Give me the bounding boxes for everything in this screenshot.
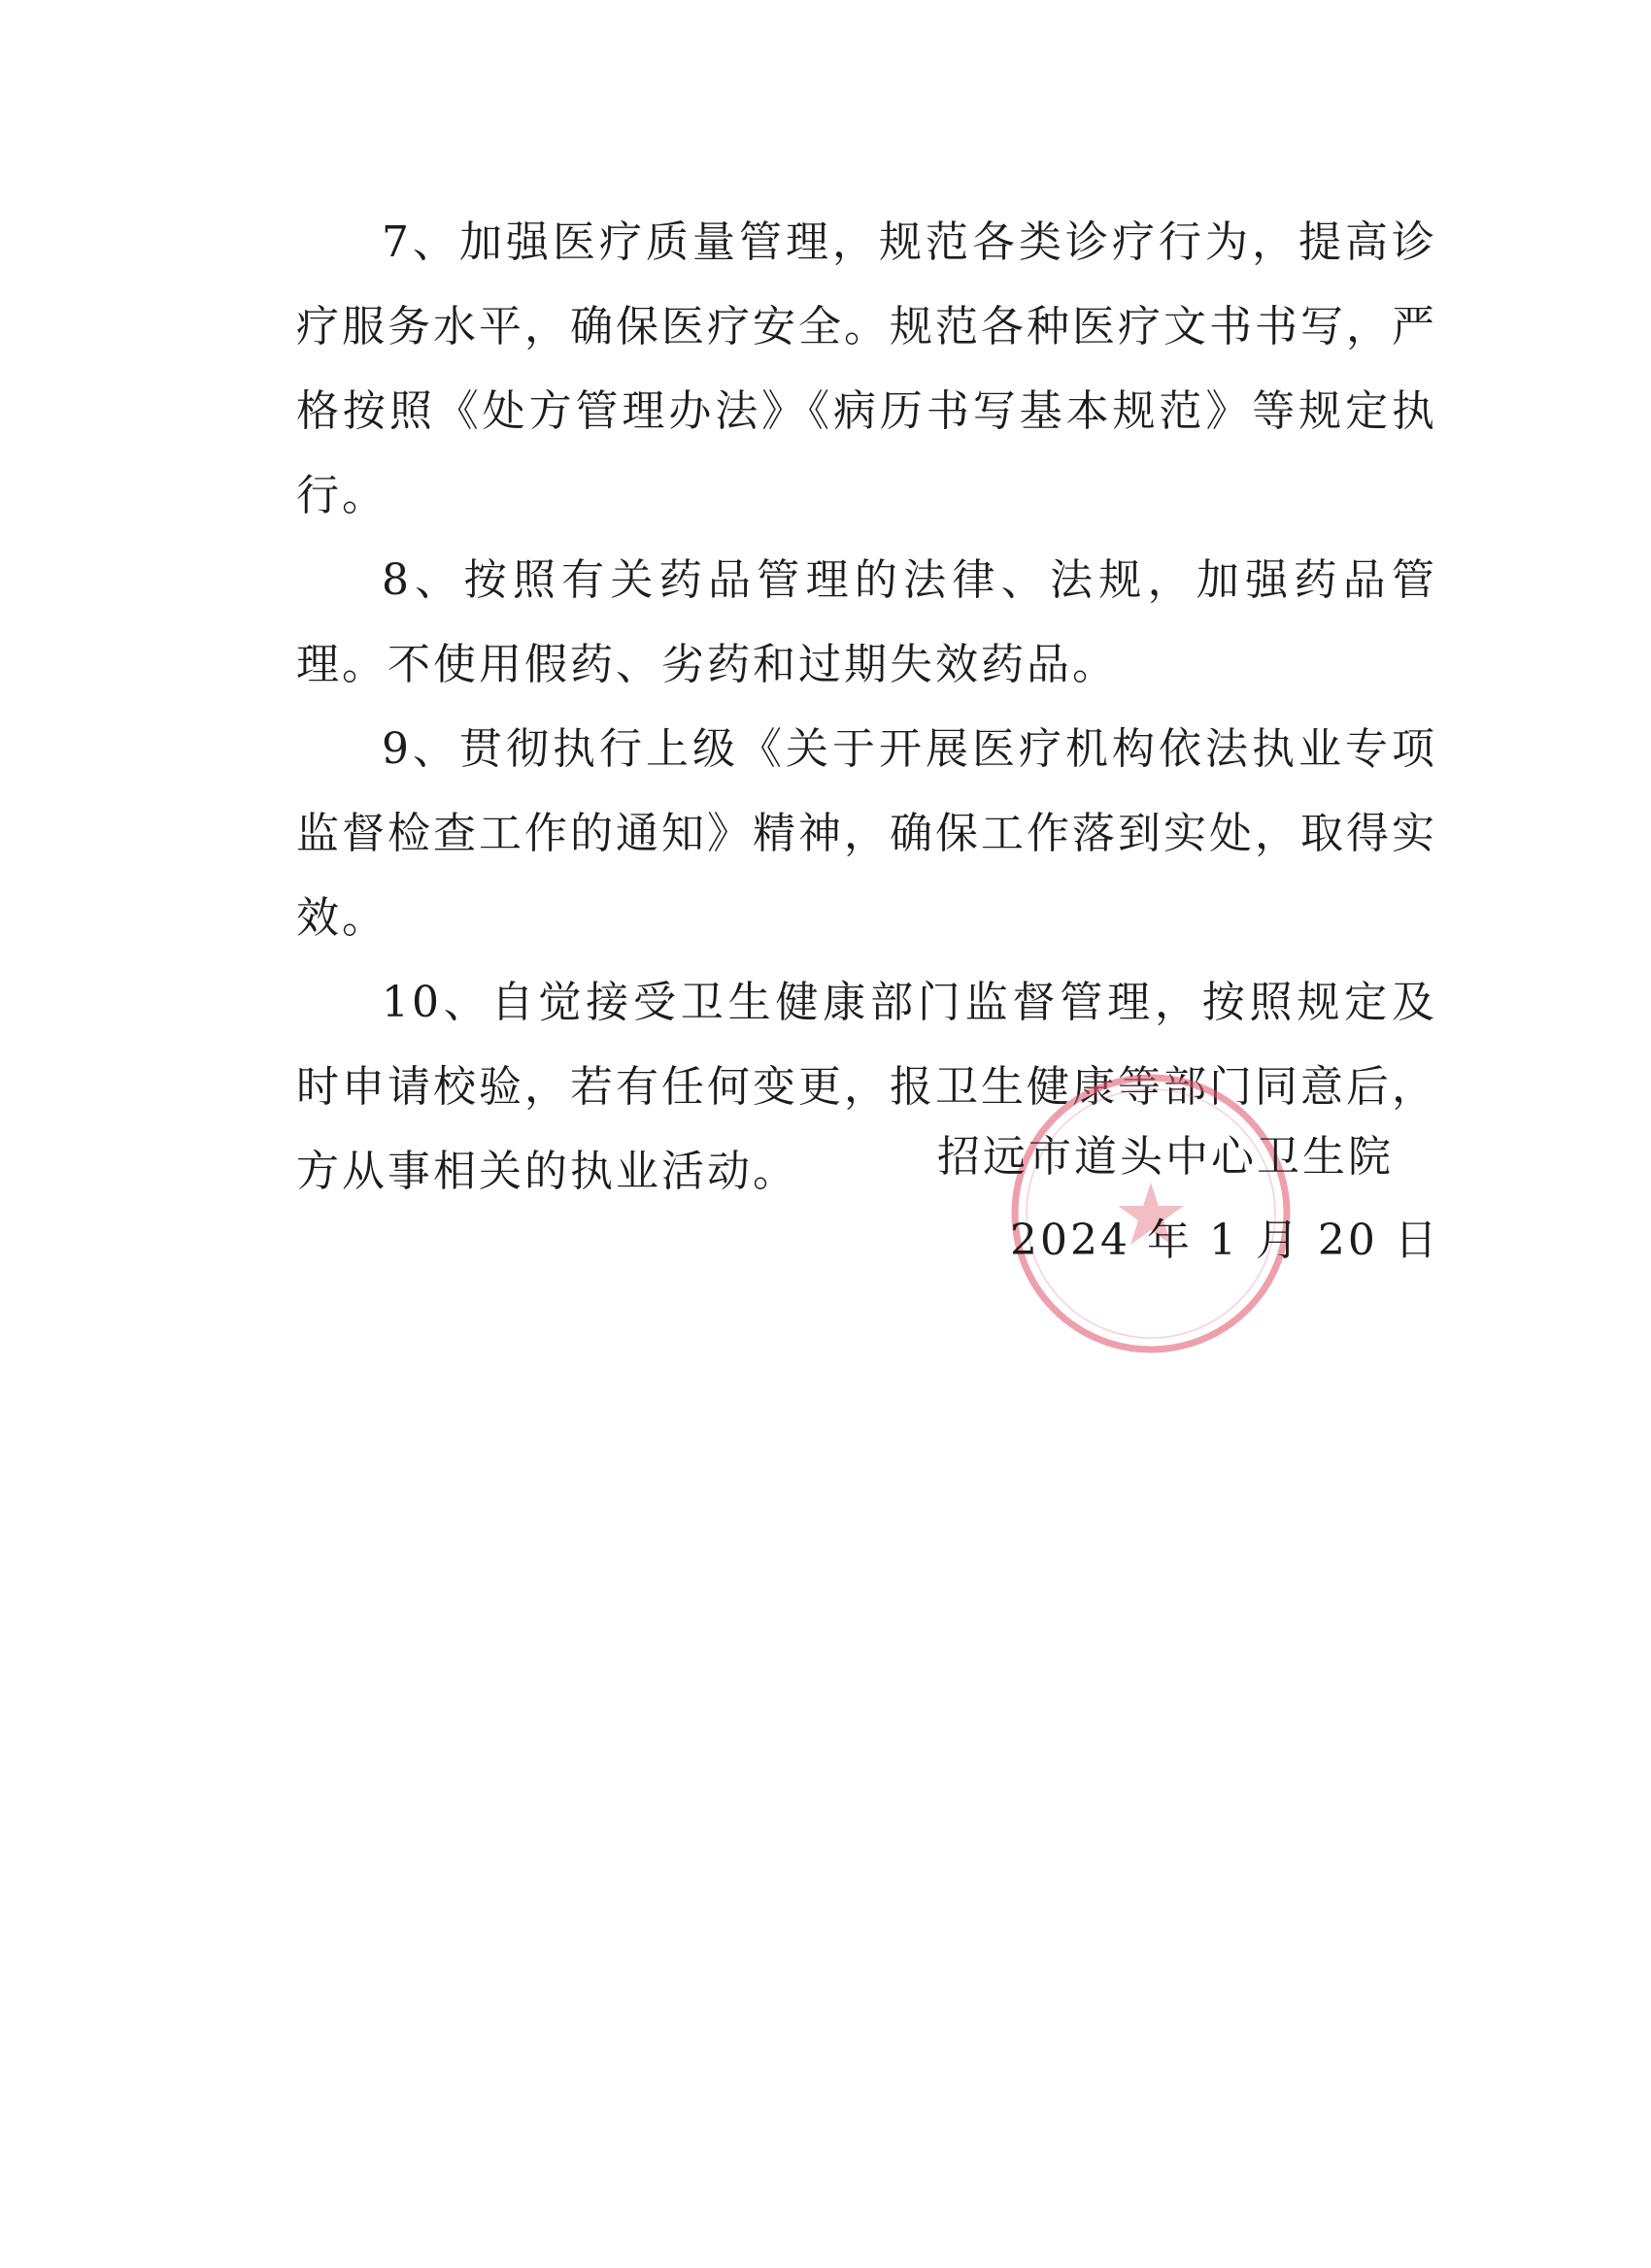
- paragraph-8: 8、按照有关药品管理的法律、法规，加强药品管理。不使用假药、劣药和过期失效药品。: [296, 555, 1437, 689]
- paragraph-7: 7、加强医疗质量管理，规范各类诊疗行为，提高诊疗服务水平，确保医疗安全。规范各种医疗文书书写，严格按照《处方管理办法》《病历书写基本规范》等规定执行。: [296, 217, 1437, 520]
- document-body: [296, 200, 1437, 1214]
- paragraph-9: 9、贯彻执行上级《关于开展医疗机构依法执业专项监督检查工作的通知》精神，确保工作落到实处，取得实效。: [296, 724, 1437, 943]
- issue-date: 2024 年 1 月 20 日: [1010, 1216, 1440, 1265]
- issuer-signature: 招远市道头中心卫生院: [937, 1132, 1394, 1182]
- paragraph-10: 10、自觉接受卫生健康部门监督管理，按照规定及时申请校验，若有任何变更，报卫生健康等部门同意后，方从事相关的执业活动。: [296, 978, 1437, 1196]
